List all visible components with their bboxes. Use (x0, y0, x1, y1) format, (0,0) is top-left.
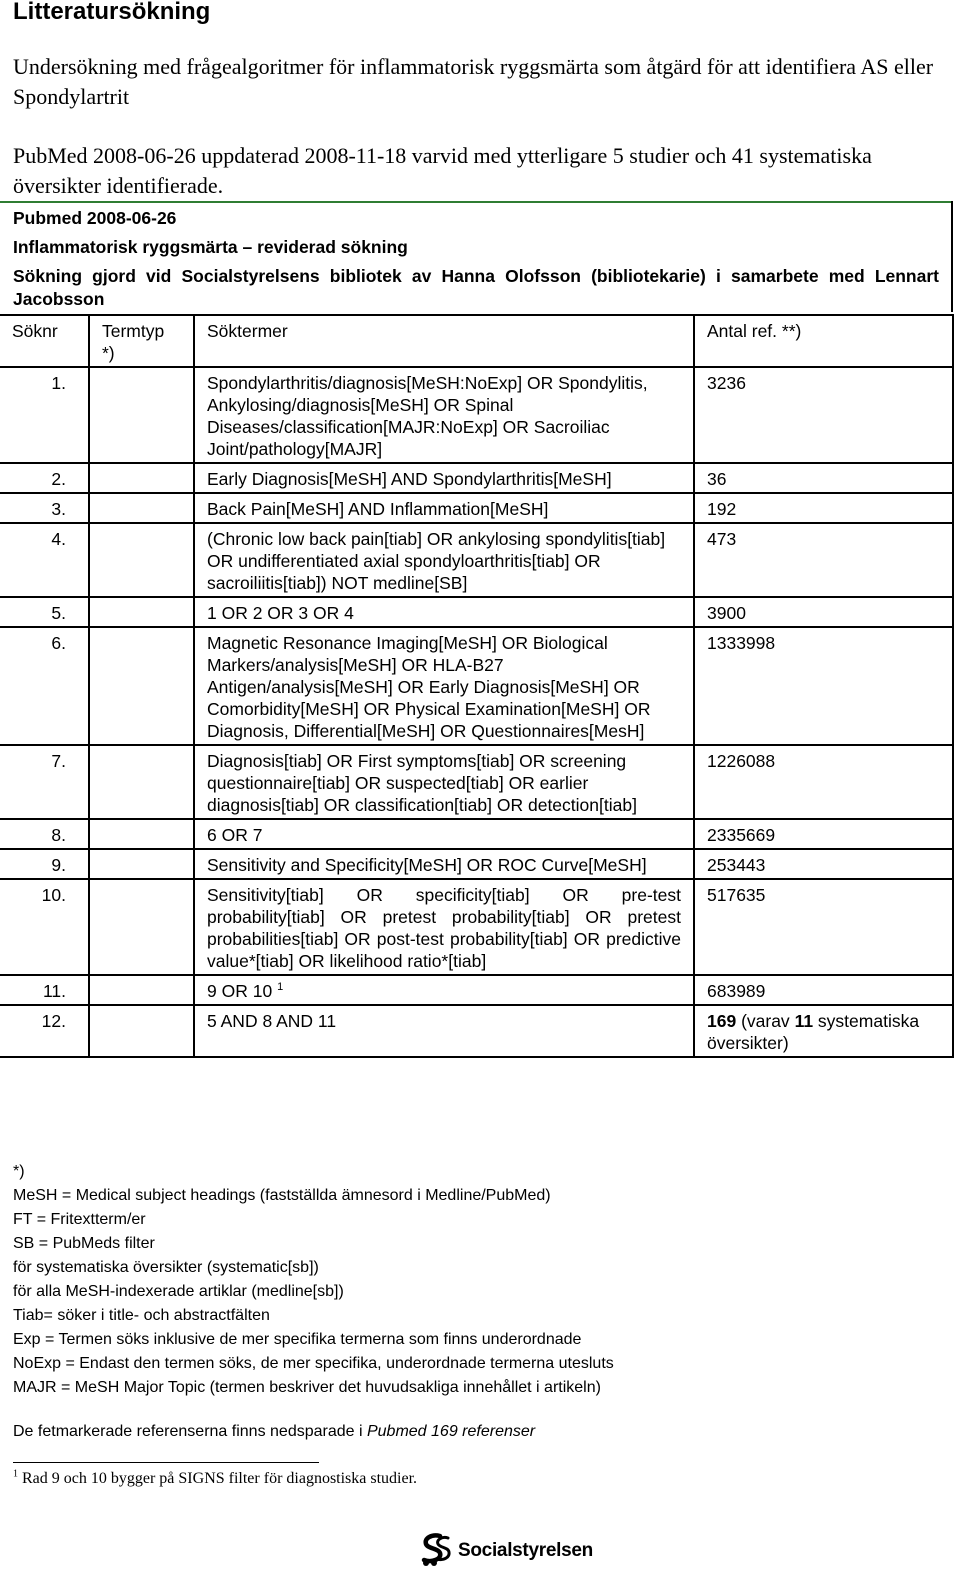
table-row (0, 463, 953, 493)
table-row (0, 745, 953, 819)
row-type (89, 745, 194, 819)
page-footnote: $^1$ Rad 9 och 10 bygger på SIGNS filter för diagnostiska studier. (13, 1468, 418, 1487)
table-row (0, 627, 953, 745)
footnote-line: *) (13, 1163, 25, 1180)
row-count: 169 (varav 11 systematiska översikter) (694, 1005, 953, 1057)
row-type (89, 1005, 194, 1057)
count-bold-total: 169 (707, 1011, 737, 1031)
row-nr: 12. (0, 1005, 89, 1057)
box-top-border (0, 201, 952, 203)
row-terms: Magnetic Resonance Imaging[MeSH] OR Biological Markers/analysis[MeSH] OR HLA-B27 Antigen/analysis[MeSH] OR Early Diagnosis[MeSH] OR Comorbidity[MeSH] OR Physical Examination[MeSH] OR Diagnosis, Differential[MeSH] OR Questionnaires[MesH] (194, 627, 694, 745)
row-type (89, 849, 194, 879)
row-count: 192 (694, 493, 953, 523)
row-count: 517635 (694, 879, 953, 975)
row-count: 3900 (694, 597, 953, 627)
footnote-block (13, 1160, 614, 1400)
socialstyrelsen-logo-icon (418, 1532, 458, 1568)
footnote-divider (13, 1462, 319, 1463)
footnote-line: Exp = Termen söks inklusive de mer specifika termerna som finns underordnade (13, 1331, 582, 1348)
table-row (0, 523, 953, 597)
row-count: 683989 (694, 975, 953, 1005)
row-terms: 5 AND 8 AND 11 (194, 1005, 694, 1057)
row-count: 3236 (694, 367, 953, 463)
footnote-line: för alla MeSH-indexerade artiklar (medline[sb]) (13, 1283, 344, 1300)
row-terms: Sensitivity and Specificity[MeSH] OR ROC Curve[MeSH] (194, 849, 694, 879)
row-terms: Diagnosis[tiab] OR First symptoms[tiab] OR screening questionnaire[tiab] OR suspected[tiab] OR earlier diagnosis[tiab] OR classification[tiab] OR detection[tiab] (194, 745, 694, 819)
intro-paragraph: Undersökning med frågealgoritmer för inflammatorisk ryggsmärta som åtgärd för att identifiera AS eller Spondylartrit (13, 54, 934, 109)
row-terms: 1 OR 2 OR 3 OR 4 (194, 597, 694, 627)
table-row (0, 975, 953, 1005)
row-type (89, 463, 194, 493)
row-count: 473 (694, 523, 953, 597)
count-bold-reviews: 11 (794, 1011, 814, 1031)
row-terms: (Chronic low back pain[tiab] OR ankylosing spondylitis[tiab] OR undifferentiated axial spondyloarthritis[tiab] OR sacroiliitis[tiab]) NOT medline[SB] (194, 523, 694, 597)
reference-note: De fetmarkerade referenserna finns nedsparade i Pubmed 169 referenser (13, 1423, 536, 1440)
footnote-line: NoExp = Endast den termen söks, de mer specifika, underordnade termerna utesluts (13, 1355, 614, 1372)
socialstyrelsen-logo (418, 1532, 593, 1568)
footnote-line: Tiab= söker i title- och abstractfälten (13, 1307, 270, 1324)
row-type (89, 523, 194, 597)
row-count: 1226088 (694, 745, 953, 819)
row-type (89, 493, 194, 523)
footnote-line: SB = PubMeds filter (13, 1235, 155, 1252)
row-nr: 1. (0, 367, 89, 463)
row-type (89, 597, 194, 627)
row-type (89, 367, 194, 463)
pubmed-date: Pubmed 2008-06-26 (13, 208, 177, 228)
header-nr: Söknr (0, 315, 89, 367)
row-terms: Spondylarthritis/diagnosis[MeSH:NoExp] OR Spondylitis, Ankylosing/diagnosis[MeSH] OR Spinal Diseases/classification[MAJR:NoExp] OR Sacroiliac Joint/pathology[MAJR] (194, 367, 694, 463)
table-row (0, 367, 953, 463)
footnote-line: MeSH = Medical subject headings (fastställda ämnesord i Medline/PubMed) (13, 1187, 551, 1204)
box-right-border (951, 201, 953, 312)
footnote-marker: 1 (277, 981, 284, 994)
row-count: 2335669 (694, 819, 953, 849)
table-row (0, 879, 953, 975)
row-type (89, 819, 194, 849)
row-nr: 9. (0, 849, 89, 879)
logo-text: Socialstyrelsen (458, 1540, 593, 1561)
row-nr: 5. (0, 597, 89, 627)
footnote-line: för systematiska översikter (systematic[sb]) (13, 1259, 319, 1276)
table-row (0, 819, 953, 849)
footnote-line: MAJR = MeSH Major Topic (termen beskriver det huvudsakliga innehållet i artikeln) (13, 1379, 601, 1396)
search-table (0, 314, 954, 1058)
row-terms: 6 OR 7 (194, 819, 694, 849)
footnote-line: FT = Fritextterm/er (13, 1211, 146, 1228)
header-terms: Söktermer (194, 315, 694, 367)
row-nr: 11. (0, 975, 89, 1005)
row-nr: 2. (0, 463, 89, 493)
row-terms: Back Pain[MeSH] AND Inflammation[MeSH] (194, 493, 694, 523)
search-info: Sökning gjord vid Socialstyrelsens bibliotek av Hanna Olofsson (bibliotekarie) i samarbete med Lennart Jacobsson (13, 266, 939, 309)
row-nr: 6. (0, 627, 89, 745)
table-row (0, 1005, 953, 1057)
page-title: Litteratursökning (13, 0, 211, 25)
table-row (0, 493, 953, 523)
row-type (89, 975, 194, 1005)
row-count: 253443 (694, 849, 953, 879)
row-count: 1333998 (694, 627, 953, 745)
row-nr: 8. (0, 819, 89, 849)
row-nr: 10. (0, 879, 89, 975)
row-type (89, 627, 194, 745)
table-row (0, 597, 953, 627)
row-nr: 3. (0, 493, 89, 523)
intro-paragraph-update: PubMed 2008-06-26 uppdaterad 2008-11-18 varvid med ytterligare 5 studier och 41 systematiska översikter identifierade. (13, 143, 872, 198)
row-count: 36 (694, 463, 953, 493)
table-header-row (0, 315, 953, 367)
table-row (0, 849, 953, 879)
search-topic: Inflammatorisk ryggsmärta – reviderad sökning (13, 237, 408, 257)
row-terms: 9 OR 10 $^1$ (194, 975, 694, 1005)
row-type (89, 879, 194, 975)
header-termtype: Termtyp *) (89, 315, 194, 367)
header-count: Antal ref. **) (694, 315, 953, 367)
row-terms: Sensitivity[tiab] OR specificity[tiab] OR pre-test probability[tiab] OR pretest probability[tiab] OR pretest probabilities[tiab] OR post-test probability[tiab] OR predictive value*[tiab] OR likelihood ratio*[tiab] (194, 879, 694, 975)
row-nr: 4. (0, 523, 89, 597)
row-terms: Early Diagnosis[MeSH] AND Spondylarthritis[MeSH] (194, 463, 694, 493)
reference-note-italic: Pubmed 169 referenser (366, 1423, 536, 1440)
row-nr: 7. (0, 745, 89, 819)
